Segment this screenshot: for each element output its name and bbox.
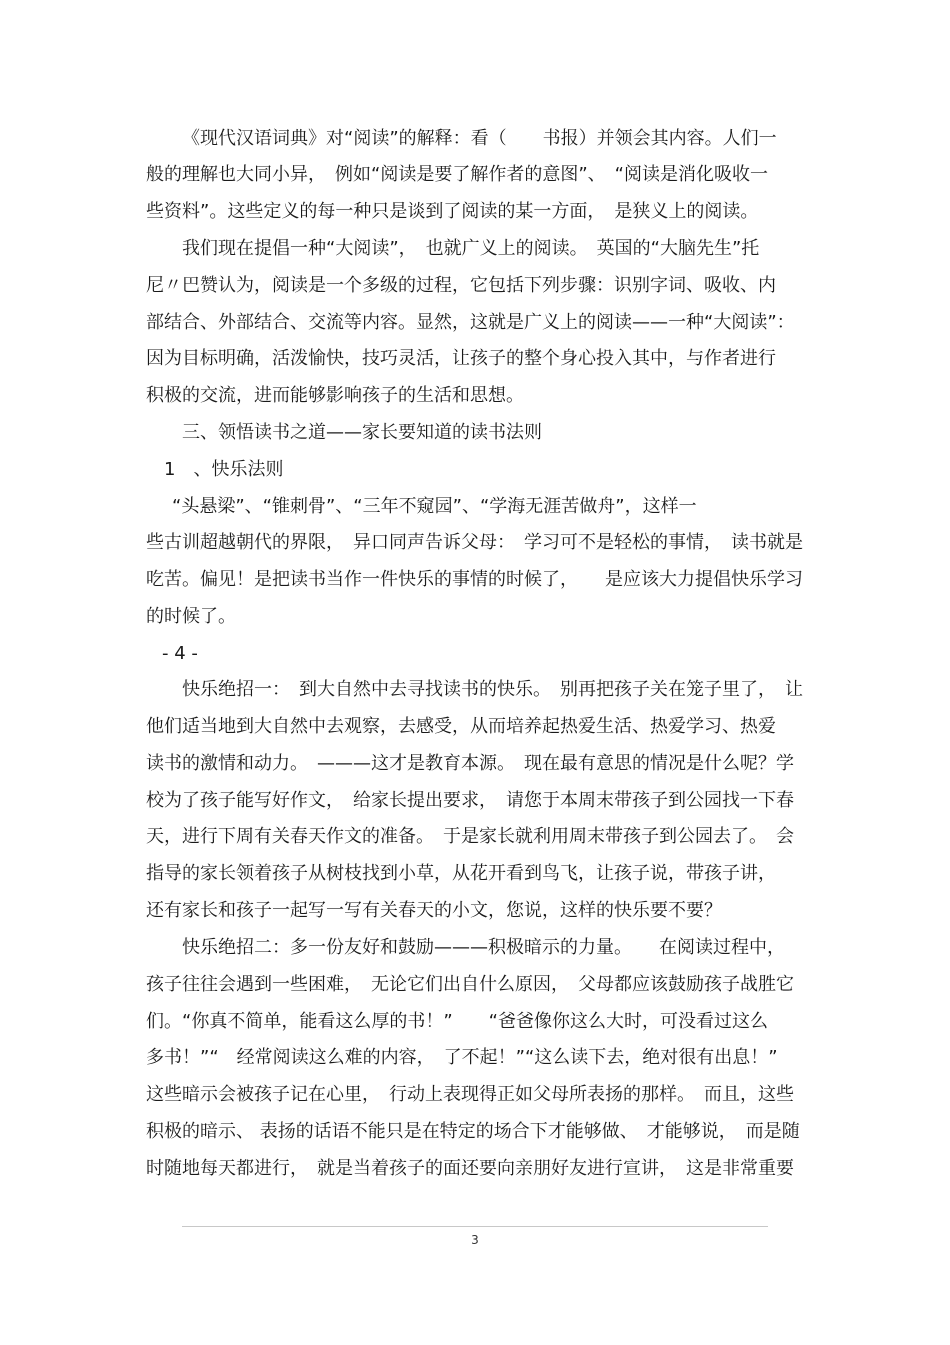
text-line: 还有家长和孩子一起写一写有关春天的小文，您说，这样的快乐要不要？	[146, 900, 722, 921]
text-line: 尼〃巴赞认为，阅读是一个多级的过程，它包括下列步骤：识别字词、吸收、内	[146, 275, 776, 296]
text-line: 快乐绝招一： 到大自然中去寻找读书的快乐。 别再把孩子关在笼子里了， 让	[182, 679, 803, 700]
text-line: 《现代汉语词典》对“阅读”的解释：看（ 书报）并领会其内容。人们一	[182, 128, 777, 149]
text-line: 指导的家长领着孩子从树枝找到小草，从花开看到鸟飞，让孩子说，带孩子讲，	[146, 863, 776, 884]
section-heading: 三、领悟读书之道——家长要知道的读书法则	[182, 422, 542, 443]
text-line: 快乐绝招二：多一份友好和鼓励———积极暗示的力量。 在阅读过程中，	[182, 937, 785, 958]
text-line: 我们现在提倡一种“大阅读”， 也就广义上的阅读。 英国的“大脑先生”托	[182, 238, 760, 259]
text-line: 多书！”“ 经常阅读这么难的内容， 了不起！”“这么读下去，绝对很有出息！”	[146, 1047, 778, 1068]
text-line: 般的理解也大同小异， 例如“阅读是要了解作者的意图”、 “阅读是消化吸收一	[146, 164, 768, 185]
inline-page-marker: - 4 -	[162, 643, 198, 664]
subsection-heading: 1 、快乐法则	[164, 459, 284, 480]
footer-divider	[182, 1226, 768, 1227]
text-line: 们。“你真不简单，能看这么厚的书！” “爸爸像你这么大时，可没看过这么	[146, 1011, 768, 1032]
text-line: 积极的暗示、 表扬的话语不能只是在特定的场合下才能够做、 才能够说， 而是随	[146, 1121, 800, 1142]
text-line: “头悬梁”、“锥刺骨”、“三年不窥园”、“学海无涯苦做舟”，这样一	[172, 496, 697, 517]
text-line: 的时候了。	[146, 606, 236, 627]
text-line: 部结合、外部结合、交流等内容。显然，这就是广义上的阅读——一种“大阅读”：	[146, 312, 795, 333]
text-line: 校为了孩子能写好作文， 给家长提出要求， 请您于本周末带孩子到公园找一下春	[146, 790, 794, 811]
text-line: 因为目标明确，活泼愉快，技巧灵活，让孩子的整个身心投入其中，与作者进行	[146, 348, 776, 369]
text-line: 些古训超越朝代的界限， 异口同声告诉父母： 学习可不是轻松的事情， 读书就是	[146, 532, 803, 553]
text-line: 这些暗示会被孩子记在心里， 行动上表现得正如父母所表扬的那样。 而且，这些	[146, 1084, 794, 1105]
text-line: 孩子往往会遇到一些困难， 无论它们出自什么原因， 父母都应该鼓励孩子战胜它	[146, 974, 794, 995]
text-line: 时随地每天都进行， 就是当着孩子的面还要向亲朋好友进行宣讲， 这是非常重要	[146, 1158, 794, 1179]
text-line: 吃苦。偏见！是把读书当作一件快乐的事情的时候了， 是应该大力提倡快乐学习	[146, 569, 803, 590]
text-line: 天，进行下周有关春天作文的准备。 于是家长就利用周末带孩子到公园去了。 会	[146, 826, 794, 847]
text-line: 读书的激情和动力。 ———这才是教育本源。 现在最有意思的情况是什么呢？学	[146, 753, 794, 774]
page-number: 3	[471, 1233, 479, 1247]
text-line: 他们适当地到大自然中去观察，去感受，从而培养起热爱生活、热爱学习、热爱	[146, 716, 776, 737]
text-line: 积极的交流，进而能够影响孩子的生活和思想。	[146, 385, 524, 406]
text-line: 些资料”。这些定义的每一种只是谈到了阅读的某一方面， 是狭义上的阅读。	[146, 201, 759, 222]
